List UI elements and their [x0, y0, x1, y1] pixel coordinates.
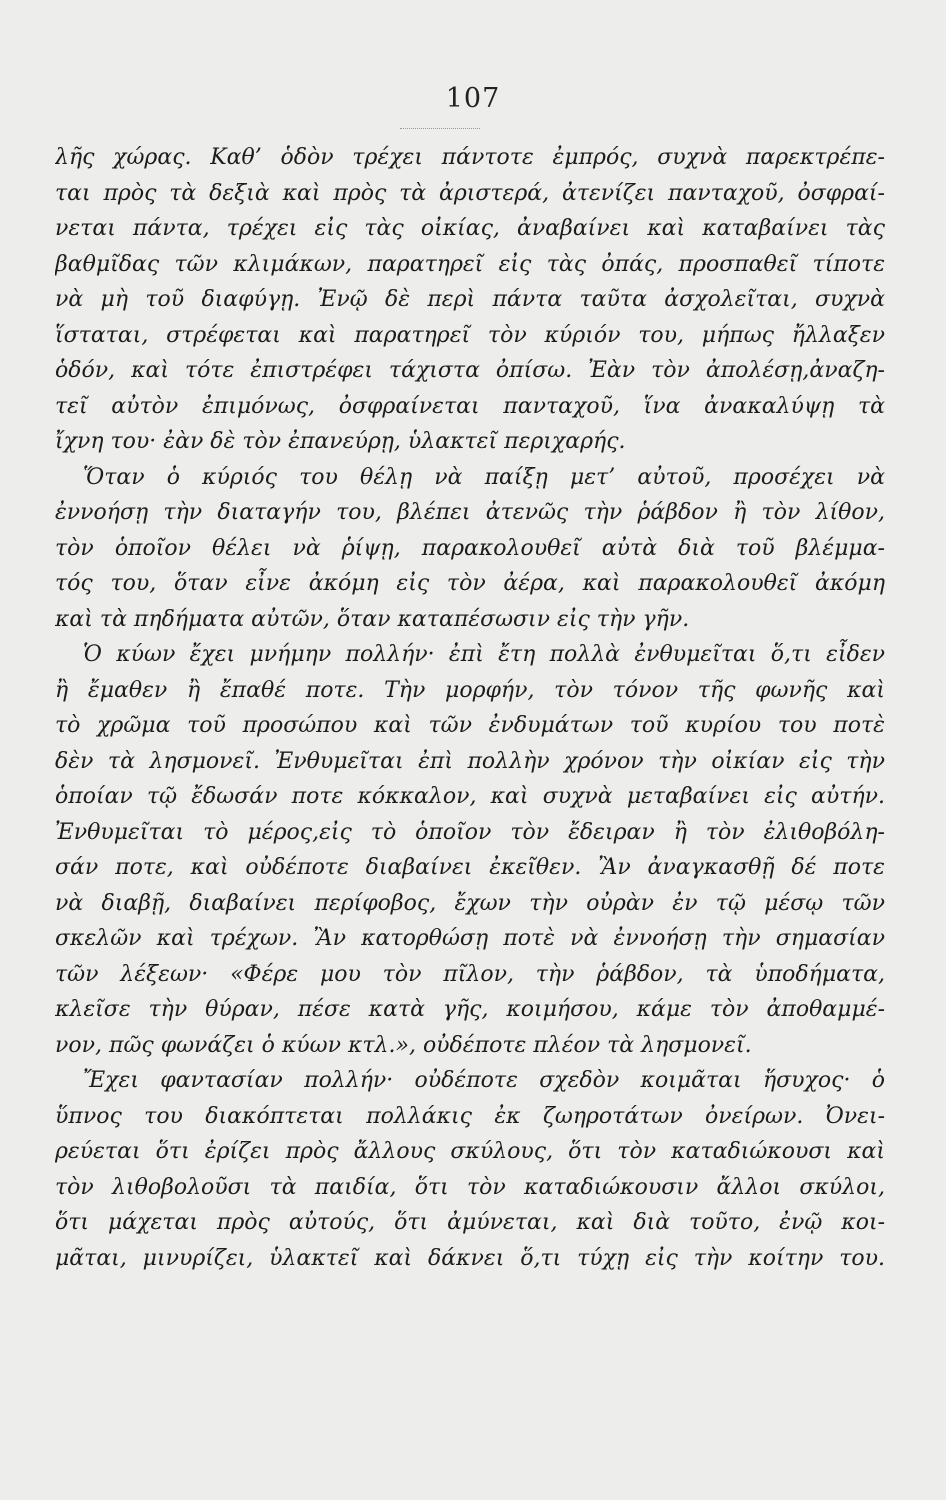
body-text — [55, 140, 885, 1276]
text-line: ται πρὸς τὰ δεξιὰ καὶ πρὸς τὰ ἀριστερά, ἀτενίζει πανταχοῦ, ὀσφραί- — [55, 180, 885, 206]
text-line: ἵσταται, στρέφεται καὶ παρατηρεῖ τὸν κύριόν του, μήπως ἤλλαξεν — [55, 322, 885, 348]
text-line: ὁδόν, καὶ τότε ἐπιστρέφει τάχιστα ὀπίσω. Ἐὰν τὸν ἀπολέσῃ,ἀναζη- — [55, 358, 885, 383]
text-line: καὶ τὰ πηδήματα αὐτῶν, ὅταν καταπέσωσιν εἰς τὴν γῆν. — [55, 606, 690, 632]
text-line: ὕπνος του διακόπτεται πολλάκις ἐκ ζωηροτάτων ὀνείρων. Ὀνει- — [55, 1103, 885, 1129]
text-line: Ἔχει φαντασίαν πολλήν· οὐδέποτε σχεδὸν κοιμᾶται ἥσυχος· ὁ — [83, 1068, 885, 1093]
text-line: ὁποίαν τῷ ἔδωσάν ποτε κόκκαλον, καὶ συχνὰ μεταβαίνει εἰς αὐτήν. — [55, 784, 885, 809]
text-line: τός του, ὅταν εἶνε ἀκόμη εἰς τὸν ἀέρα, καὶ παρακολουθεῖ ἀκόμη — [55, 571, 885, 596]
text-line: ρεύεται ὅτι ἐρίζει πρὸς ἄλλους σκύλους, ὅτι τὸν καταδιώκουσι καὶ — [55, 1139, 885, 1164]
text-line: Ὁ κύων ἔχει μνήμην πολλήν· ἐπὶ ἔτη πολλὰ ἐνθυμεῖται ὅ,τι εἶδεν — [83, 642, 885, 667]
text-line: Ἐνθυμεῖται τὸ μέρος,εἰς τὸ ὁποῖον τὸν ἔδειραν ἢ τὸν ἐλιθοβόλη- — [55, 819, 885, 845]
text-line: ἐννοήσῃ τὴν διαταγήν του, βλέπει ἀτενῶς τὴν ῥάβδον ἢ τὸν λίθον, — [55, 500, 885, 525]
text-line: τεῖ αὐτὸν ἐπιμόνως, ὀσφραίνεται πανταχοῦ, ἵνα ἀνακαλύψῃ τὰ — [55, 393, 885, 419]
text-line: ὅτι μάχεται πρὸς αὐτούς, ὅτι ἀμύνεται, καὶ διὰ τοῦτο, ἐνῷ κοι- — [55, 1210, 885, 1235]
page-number: 107 — [445, 83, 501, 114]
text-line: κλεῖσε τὴν θύραν, πέσε κατὰ γῆς, κοιμήσου, κάμε τὸν ἀποθαμμέ- — [55, 997, 885, 1022]
text-line: λῆς χώρας. Καθ’ ὁδὸν τρέχει πάντοτε ἐμπρός, συχνὰ παρεκτρέπε- — [55, 145, 885, 170]
text-line: ἴχνη του· ἐὰν δὲ τὸν ἐπανεύρῃ, ὑλακτεῖ περιχαρής. — [55, 429, 626, 454]
text-line: δὲν τὰ λησμονεῖ. Ἐνθυμεῖται ἐπὶ πολλὴν χρόνον τὴν οἰκίαν εἰς τὴν — [55, 748, 885, 774]
text-line: μᾶται, μινυρίζει, ὑλακτεῖ καὶ δάκνει ὅ,τι τύχῃ εἰς τὴν κοίτην του. — [55, 1245, 885, 1271]
text-line: βαθμῖδας τῶν κλιμάκων, παρατηρεῖ εἰς τὰς ὀπάς, προσπαθεῖ τίποτε — [55, 251, 885, 277]
text-line: ἢ ἔμαθεν ἢ ἔπαθέ ποτε. Τὴν μορφήν, τὸν τόνον τῆς φωνῆς καὶ — [55, 677, 885, 703]
text-line: τὸν λιθοβολοῦσι τὰ παιδία, ὅτι τὸν καταδιώκουσιν ἄλλοι σκύλοι, — [55, 1174, 885, 1200]
text-line: τὸ χρῶμα τοῦ προσώπου καὶ τῶν ἐνδυμάτων τοῦ κυρίου του ποτὲ — [55, 713, 885, 738]
text-line: νεται πάντα, τρέχει εἰς τὰς οἰκίας, ἀναβαίνει καὶ καταβαίνει τὰς — [55, 216, 885, 241]
text-line: τὸν ὁποῖον θέλει νὰ ῥίψῃ, παρακολουθεῖ αὐτὰ διὰ τοῦ βλέμμα- — [55, 535, 885, 561]
header-rule — [400, 128, 480, 129]
text-line: νον, πῶς φωνάζει ὁ κύων κτλ.», οὐδέποτε πλέον τὰ λησμονεῖ. — [55, 1032, 752, 1058]
text-line: νὰ μὴ τοῦ διαφύγῃ. Ἐνῷ δὲ περὶ πάντα ταῦτα ἀσχολεῖται, συχνὰ — [55, 287, 885, 312]
text-line: τῶν λέξεων· «Φέρε μου τὸν πῖλον, τὴν ῥάβδον, τὰ ὑποδήματα, — [55, 961, 885, 987]
text-line: σάν ποτε, καὶ οὐδέποτε διαβαίνει ἐκεῖθεν. Ἂν ἀναγκασθῇ δέ ποτε — [55, 855, 885, 880]
text-line: σκελῶν καὶ τρέχων. Ἂν κατορθώσῃ ποτὲ νὰ ἐννοήσῃ τὴν σημασίαν — [55, 926, 885, 951]
text-line: νὰ διαβῇ, διαβαίνει περίφοβος, ἔχων τὴν οὐρὰν ἐν τῷ μέσῳ τῶν — [55, 890, 885, 916]
text-line: Ὅταν ὁ κύριός του θέλῃ νὰ παίξῃ μετ’ αὐτοῦ, προσέχει νὰ — [83, 464, 885, 490]
